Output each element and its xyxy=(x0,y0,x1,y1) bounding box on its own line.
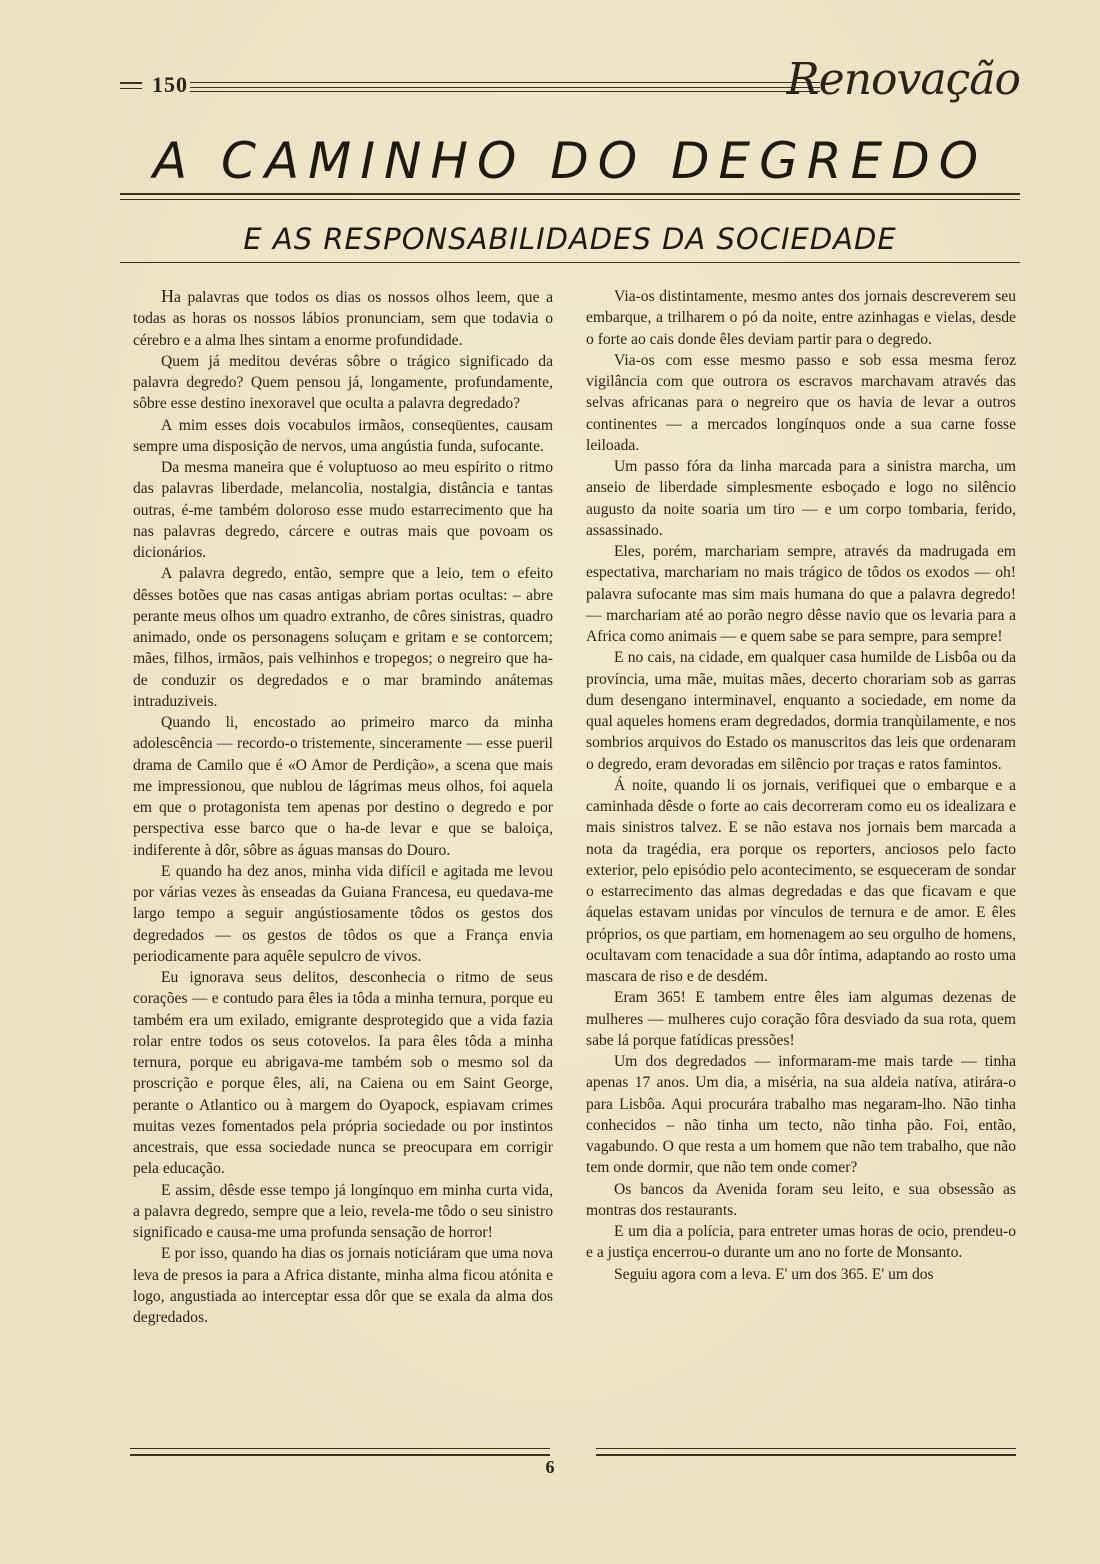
header-rule-thin xyxy=(190,91,820,92)
paragraph: Via-os com esse mesmo passo e sob essa mesma feroz vigilância com que outrora os escravos marchavam através das selvas africanas para o negreiro que os havia de levar a outros continentes — a mercados longínquos onde a sua carne fosse leiloada. xyxy=(586,351,1016,454)
paragraph: Eles, porém, marchariam sempre, através da madrugada em espectativa, marchariam no mais trágico de tôdos os exodos — oh! palavra sufocante mas sim mais humana do que a palavra degredo! — marchariam até ao porão negro dêsse navio que os levaria para a Africa como animais — e quem sabe se para sempre, para sempre! xyxy=(586,543,1016,645)
paragraph: E no cais, na cidade, em qualquer casa humilde de Lisbôa ou da província, uma mãe, muitas mães, decerto chorariam sob as garras dum desengano interminavel, enquanto a sociedade, em nome da qual aqueles homens eram degredados, dormia tranqùilamente, e nos sombrios arquivos do Estado os manuscritos das leis que ordenaram o degredo, eram devoradas em silêncio por traças e ratos famintos. xyxy=(586,649,1016,773)
paragraph: Seguiu agora com a leva. E' um dos 365. E' um dos xyxy=(614,1265,934,1283)
page-header xyxy=(120,54,1020,110)
left-column xyxy=(133,286,553,1328)
paragraph: Via-os distintamente, mesmo antes dos jornais descreverem seu embarque, a trilharem o pó da noite, entre azinhagas e vielas, desde o forte ao cais donde êles deviam partir para o degredo. xyxy=(586,288,1016,348)
article-subtitle: E AS RESPONSABILIDADES DA SOCIEDADE xyxy=(243,222,897,256)
paragraph: Á noite, quando li os jornais, verifiquei que o embarque e a caminhada dêsde o forte ao cais decorreram como eu os idealizara e mais sinistros talvez. E se não estava nos jornais bem marcada a nota da tragédia, era porque os reporters, anciosos pelo facto exterior, pelo episódio pelo acontecimento, se esqueceram de sondar o estarrecimento das almas degredadas e das que ficavam e que áquelas estavam unidas por vínculos de ternura e de amor. E êles próprios, os que partiam, em homenagem ao seu orgulho de homens, ocultavam com tenacidade a sua dôr íntima, adaptando ao rosto uma mascara de riso e de desdém. xyxy=(586,776,1016,985)
paragraph: A palavra degredo, então, sempre que a leio, tem o efeito dêsses botões que nas casas antigas abriam portas ocultas: – abre perante meus olhos um quadro extranho, de côres sinistras, quadro animado, onde os personagens soluçam e gritam e se contorcem; mães, filhos, irmãos, pais velhinhos e tropegos; o negreiro que ha-de conduzir os degredados e o mar bramindo anátemas intraduziveis. xyxy=(133,565,553,710)
footer-rule-right-thick xyxy=(596,1454,1016,1456)
paragraph: Da mesma maneira que é voluptuoso ao meu espírito o ritmo das palavras liberdade, melancolia, nostalgia, distância e tantas outras, é-me também doloroso esse mudo estarrecimento que ha nas palavras degredo, cárcere e outras mais que povoam os dicionários. xyxy=(133,459,553,561)
paragraph: E assim, dêsde esse tempo já longínquo em minha curta vida, a palavra degredo, sempre que a leio, revela-me tôdo o seu sinistro significado e causa-me uma profunda sensação de horror! xyxy=(133,1181,553,1241)
article-title: A CAMINHO DO DEGREDO xyxy=(152,132,988,190)
paragraph: Os bancos da Avenida foram seu leito, e sua obsessão as montras dos restaurants. xyxy=(586,1180,1016,1219)
paragraph: A mim esses dois vocabulos irmãos, conseqüentes, causam sempre uma disposição de nervos, uma angústia funda, sufocante. xyxy=(133,416,553,455)
paragraph: Ha palavras que todos os dias os nossos olhos leem, que a todas as horas os nossos lábios pronunciam, sem que todavia o cérebro e a alma lhes sintam a enorme profundidade. xyxy=(133,286,553,349)
page-number: 150 xyxy=(152,72,188,97)
paragraph: E por isso, quando ha dias os jornais noticiáram que uma nova leva de presos ia para a Africa distante, minha alma ficou atónita e logo, angustiada ao interceptar essa dôr que se exala da alma dos degredados. xyxy=(133,1245,553,1326)
subtitle-rule xyxy=(120,262,1020,263)
header-rule xyxy=(190,82,820,88)
paragraph: Quando li, encostado ao primeiro marco da minha adolescência — recordo-o tristemente, sinceramente — esse pueril drama de Camilo que é «O Amor de Perdição», a scena que mais me impressionou, que nublou de lágrimas meus olhos, foi aquela em que o protagonista tem apenas por destino o degredo e por perspectiva esse barco que o ha-de levar e que se baloiça, indiferente à dôr, sôbre as águas mansas do Douro. xyxy=(133,714,553,859)
masthead-logo: Renovação xyxy=(786,54,1020,105)
paragraph: Um passo fóra da linha marcada para a sinistra marcha, um anseio de liberdade simplesmente esboçado e logo no silêncio augusto da noite soaria um tiro — e um corpo tombaria, ferido, assassinado. xyxy=(586,458,1016,539)
footer-rule-right xyxy=(596,1448,1016,1449)
footer-page-number: 6 xyxy=(545,1457,555,1477)
header-rule-left xyxy=(120,82,142,84)
paragraph: E quando ha dez anos, minha vida difícil e agitada me levou por várias vezes às enseadas da Guiana Francesa, eu quedava-me largo tempo a seguir angústiosamente tôdos os gestos dos degredados — os gestos de tôdos os que a França envia periodicamente para aquêle sepulcro de vivos. xyxy=(133,862,553,965)
header-rule-left-thin xyxy=(120,88,142,89)
paragraph: Eram 365! E tambem entre êles iam algumas dezenas de mulheres — mulheres cujo coração fôra desviado da sua rota, quem sabe lá porque fatídicas pressões! xyxy=(586,989,1016,1049)
footer-rule-left xyxy=(130,1448,550,1449)
right-column xyxy=(586,286,1016,1285)
footer-rule-left-thick xyxy=(130,1454,550,1456)
paragraph: E um dia a polícia, para entreter umas horas de ocio, prendeu-o e a justiça encerrou-o durante um ano no forte de Monsanto. xyxy=(586,1223,1016,1262)
paragraph: Quem já meditou devéras sôbre o trágico significado da palavra degredo? Quem pensou já, longamente, profundamente, sôbre esse destino inexoravel que oculta a palavra degredado? xyxy=(133,352,553,413)
title-rule xyxy=(120,193,1020,195)
title-rule-thin xyxy=(120,199,1020,200)
paragraph: Um dos degredados — informaram-me mais tarde — tinha apenas 17 anos. Um dia, a miséria, na sua aldeia natíva, atirára-o para Lisbôa. Aqui procurára trabalho mas negaram-lho. Não tinha conhecidos – não tinha um tecto, não tinha pão. Foi, então, vagabundo. O que resta a um homem que não tem trabalho, que não tem onde dormir, que não tem onde comer? xyxy=(586,1053,1016,1177)
paragraph: Eu ignorava seus delitos, desconhecia o ritmo de seus corações — e contudo para êles ia tôda a minha ternura, porque eu também era um exilado, emigrante desprotegido que a vida fazia rolar entre todos os seus cotovelos. Ia para êles tôda a minha ternura, porque eu abrigava-me também sob o mesmo sol da proscrição e porque êles, ali, na Caiena ou em Saint George, perante o Atlantico ou à margem do Oyapock, espiavam crimes muitas vezes fomentados pela própria sociedade ou por instintos ancestrais, que essa sociedade nunca se preocupara em corrigir pela educação. xyxy=(133,969,553,1178)
